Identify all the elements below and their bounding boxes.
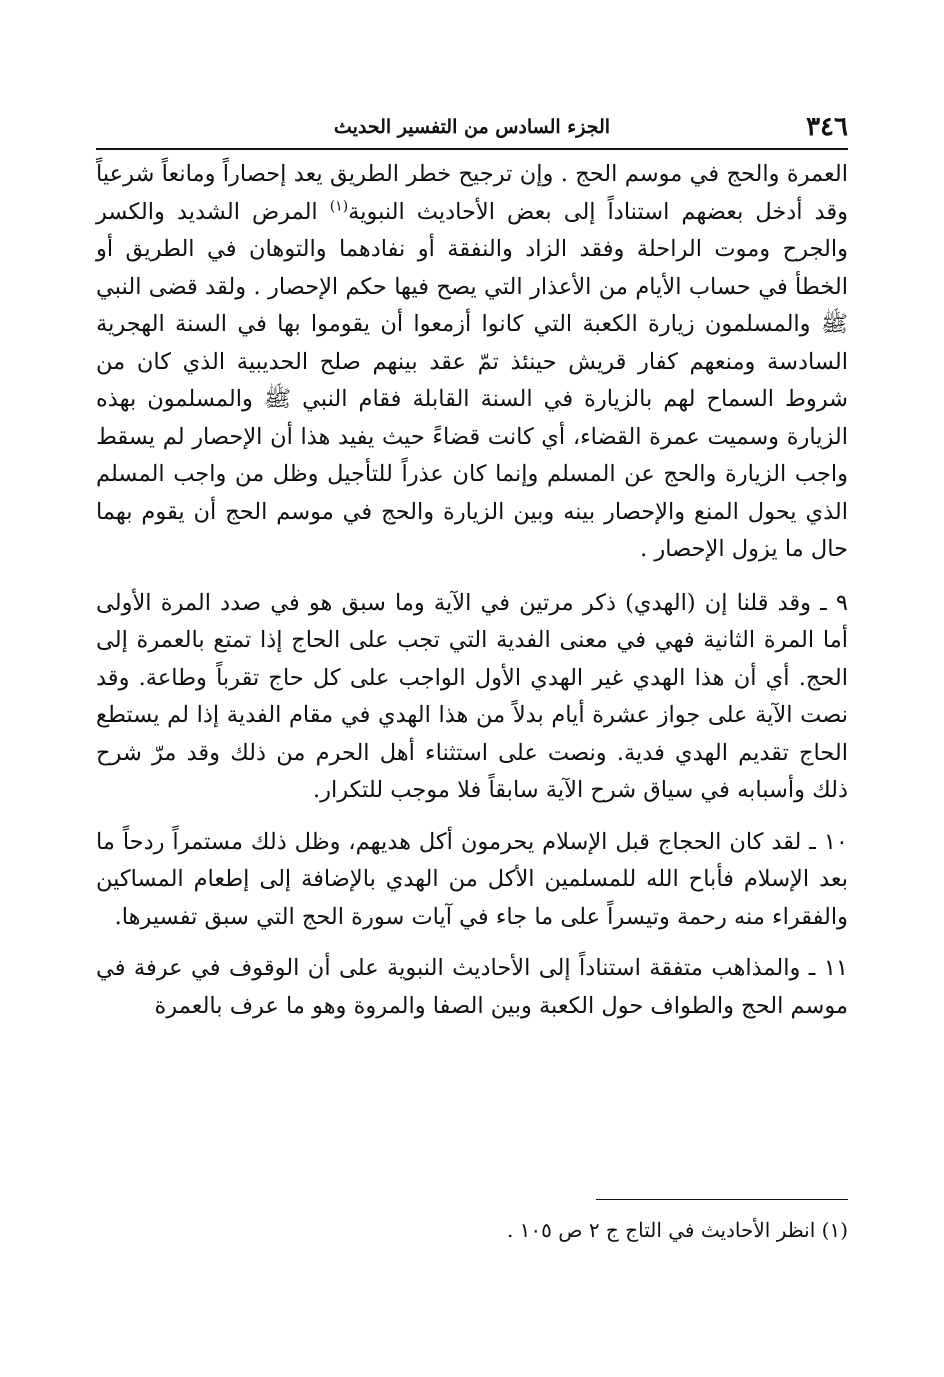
body-text <box>96 156 848 1039</box>
running-title: الجزء السادس من التفسير الحديث <box>333 116 611 138</box>
paragraph-9: ٩ ـ وقد قلنا إن (الهدي) ذكر مرتين في الآية وما سبق هو في صدد المرة الأولى أما المرة الثانية فهي في معنى الفدية التي تجب على الحاج إذا تمتع بالعمرة إلى الحج. أي أن هذا الهدي غير الهدي الأول الواجب على كل حاج تقرباً وطاعة. وقد نصت الآية على جواز عشرة أيام بدلاً من هذا الهدي في مقام الفدية إذا لم يستطع الحاج تقديم الهدي فدية. ونصت على استثناء أهل الحرم من ذلك وقد مرّ شرح ذلك وأسبابه في سياق شرح الآية سابقاً فلا موجب للتكرار. <box>96 589 848 803</box>
paragraph-1-text-a: العمرة والحج في موسم الحج . وإن ترجيح خطر الطريق يعد إحصاراً ومانعاً شرعياً وقد أدخل بعضهم استناداً إلى بعض الأحاديث النبوية <box>96 161 848 225</box>
footnote: (١) انظر الأحاديث في التاج ج ٢ ص ١٠٥ . <box>506 1218 848 1242</box>
paragraph-1 <box>96 156 848 569</box>
page-number: ٣٤٦ <box>806 112 848 142</box>
page-header <box>96 112 848 142</box>
paragraph-1-text-b: المرض الشديد والكسر والجرح وموت الراحلة وفقد الزاد والنفقة أو نفادهما والتوهان في الطريق أو الخطأ في حساب الأيام من الأعذار التي يصح فيها حكم الإحصار . ولقد قضى النبي ﷺ والمسلمون زيارة الكعبة التي كانوا أزمعوا أن يقوموا بها في السنة الهجرية السادسة ومنعهم كفار قريش حينئذ تمّ عقد بينهم صلح الحديبية الذي كان من شروط السماح لهم بالزيارة في السنة القابلة فقام النبي ﷺ والمسلمون بهذه الزيارة وسميت عمرة القضاء، أي كانت قضاءً حيث يفيد هذا أن الإحصار لم يسقط واجب الزيارة والحج عن المسلم وإنما كان عذراً للتأجيل وظل من واجب المسلم الذي يحول المنع والإحصار بينه وبين الزيارة والحج في موسم الحج أن يقوم بهما حال ما يزول الإحصار . <box>96 198 848 562</box>
footnote-rule <box>596 1199 848 1200</box>
paragraph-10: ١٠ ـ لقد كان الحجاج قبل الإسلام يحرمون أكل هديهم، وظل ذلك مستمراً ردحاً ما بعد الإسلام فأباح الله للمسلمين الأكل من الهدي بالإضافة إلى إطعام المساكين والفقراء منه رحمة وتيسراً على ما جاء في آيات سورة الحج التي سبق تفسيرها. <box>96 828 848 930</box>
footnote-marker: (١) <box>329 198 349 214</box>
paragraph-11: ١١ ـ والمذاهب متفقة استناداً إلى الأحاديث النبوية على أن الوقوف في عرفة في موسم الحج والطواف حول الكعبة وبين الصفا والمروة وهو ما عرف بالعمرة <box>96 955 848 1019</box>
header-rule <box>96 148 848 150</box>
